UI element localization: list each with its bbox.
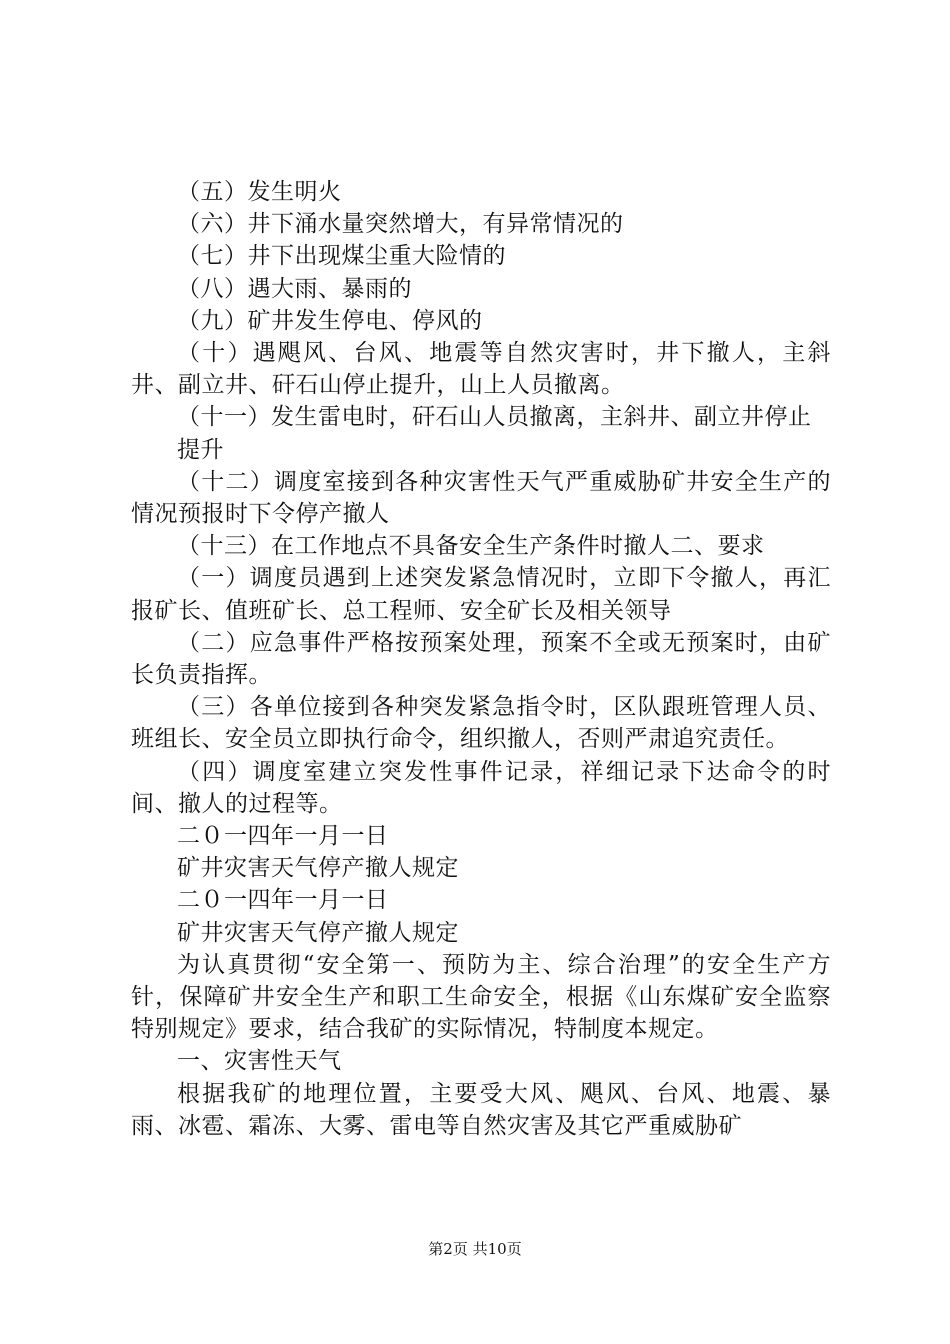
date-line: 二０一四年一月一日 bbox=[177, 887, 389, 914]
paragraph: （七）井下出现煤尘重大险情的 bbox=[177, 243, 506, 270]
page-footer: 第2页 共10页 bbox=[428, 1240, 522, 1258]
paragraph: （五）发生明火 bbox=[177, 179, 342, 205]
document-title: 矿井灾害天气停产撤人规定 bbox=[177, 919, 459, 946]
paragraph: （四）调度室建立突发性事件记录，祥细记录下达命令的时间、撤人的过程等。 bbox=[131, 758, 831, 817]
section-heading: 一、灾害性天气 bbox=[177, 1048, 342, 1075]
paragraph: （九）矿井发生停电、停风的 bbox=[177, 307, 483, 334]
paragraph: （十）遇飓风、台风、地震等自然灾害时，井下撤人，主斜井、副立井、矸石山停止提升，山上人员撤离。 bbox=[131, 340, 831, 399]
paragraph: （十三）在工作地点不具备安全生产条件时撤人二、要求 bbox=[177, 533, 765, 560]
paragraph: （二）应急事件严格按预案处理，预案不全或无预案时，由矿长负责指挥。 bbox=[131, 629, 831, 689]
date-line: 二０一四年一月一日 bbox=[177, 823, 389, 850]
paragraph: （六）井下涌水量突然增大，有异常情况的 bbox=[177, 211, 624, 238]
paragraph: 提升 bbox=[177, 436, 224, 463]
paragraph: （一）调度员遇到上述突发紧急情况时，立即下令撤人，再汇报矿长、值班矿长、总工程师、安全矿长及相关领导 bbox=[131, 565, 831, 624]
paragraph: 为认真贯彻“安全第一、预防为主、综合治理”的安全生产方针，保障矿井安全生产和职工生命安全，根据《山东煤矿安全监察特别规定》要求，结合我矿的实际情况，特制度本规定。 bbox=[131, 951, 831, 1043]
document-body bbox=[131, 176, 831, 1142]
paragraph: （三）各单位接到各种突发紧急指令时，区队跟班管理人员、班组长、安全员立即执行命令，组织撤人，否则严肃追究责任。 bbox=[131, 694, 831, 753]
paragraph: （十一）发生雷电时，矸石山人员撤离，主斜井、副立井停止 bbox=[177, 404, 812, 431]
document-title: 矿井灾害天气停产撤人规定 bbox=[177, 855, 459, 882]
paragraph: （八）遇大雨、暴雨的 bbox=[177, 275, 412, 302]
paragraph: 根据我矿的地理位置，主要受大风、飓风、台风、地震、暴雨、冰雹、霜冻、大雾、雷电等自然灾害及其它严重威胁矿 bbox=[131, 1080, 831, 1139]
paragraph: （十二）调度室接到各种灾害性天气严重威胁矿井安全生产的情况预报时下令停产撤人 bbox=[131, 468, 831, 528]
